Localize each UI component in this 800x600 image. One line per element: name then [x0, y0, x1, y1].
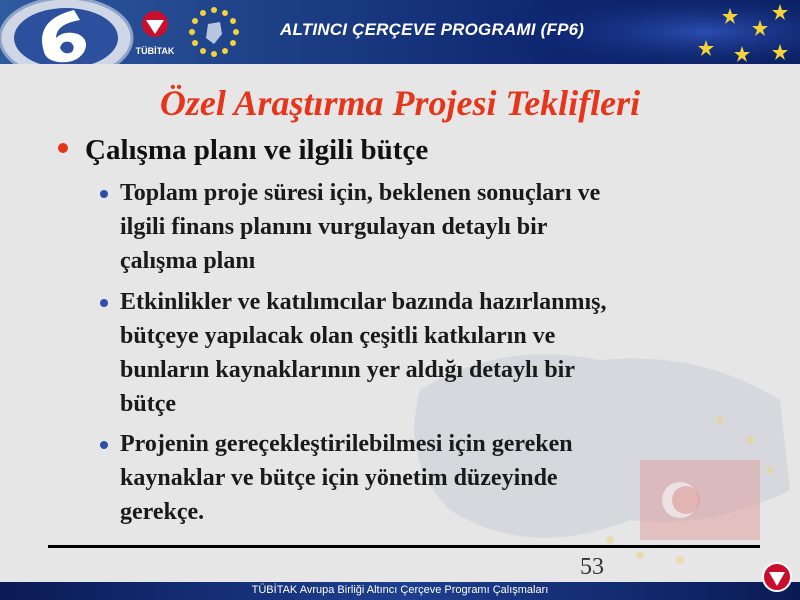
eu-ring-icon — [186, 4, 242, 60]
sub-bullet-line: bunların kaynaklarının yer aldığı detaylı bir — [120, 357, 575, 383]
bullet-dot-icon — [100, 190, 108, 198]
bullet-dot-icon — [100, 441, 108, 449]
sub-bullet-line: çalışma planı — [120, 248, 256, 274]
header-bar — [0, 0, 800, 64]
footer-divider — [48, 545, 760, 548]
sub-bullet-line: bütçe — [120, 391, 176, 417]
sub-bullet-line: Projenin gereçekleştirilebilmesi için gereken — [120, 431, 573, 457]
tubitak-footer-logo-icon — [760, 560, 794, 594]
sub-bullet-line: kaynaklar ve bütçe için yönetim düzeyinde — [120, 465, 558, 491]
sub-bullet-line: ilgili finans planını vurgulayan detaylı bir — [120, 214, 548, 240]
bullet-dot-icon — [58, 143, 68, 153]
page-number: 53 — [580, 554, 604, 580]
footer-text: TÜBİTAK Avrupa Birliği Altıncı Çerçeve Programı Çalışmaları — [251, 584, 549, 596]
footer-bar — [0, 582, 800, 600]
sub-bullet-line: gerekçe. — [120, 499, 205, 525]
tubitak-label: TÜBİTAK — [135, 46, 175, 56]
main-bullet-text: Çalışma planı ve ilgili bütçe — [85, 134, 429, 166]
sub-bullet-line: Toplam proje süresi için, beklenen sonuçları ve — [120, 180, 601, 206]
fp6-logo-icon — [0, 0, 144, 64]
header-title: ALTINCI ÇERÇEVE PROGRAMI (FP6) — [280, 20, 585, 39]
bullet-dot-icon — [100, 299, 108, 307]
tubitak-logo — [132, 6, 178, 58]
slide-title: Özel Araştırma Projesi Teklifleri — [159, 83, 641, 123]
sub-bullet-line: bütçeye yapılacak olan çeşitli katkıların ve — [120, 323, 556, 349]
tubitak-emblem-icon — [132, 6, 178, 42]
sub-bullet-line: Etkinlikler ve katılımcılar bazında hazırlanmış, — [120, 289, 607, 315]
